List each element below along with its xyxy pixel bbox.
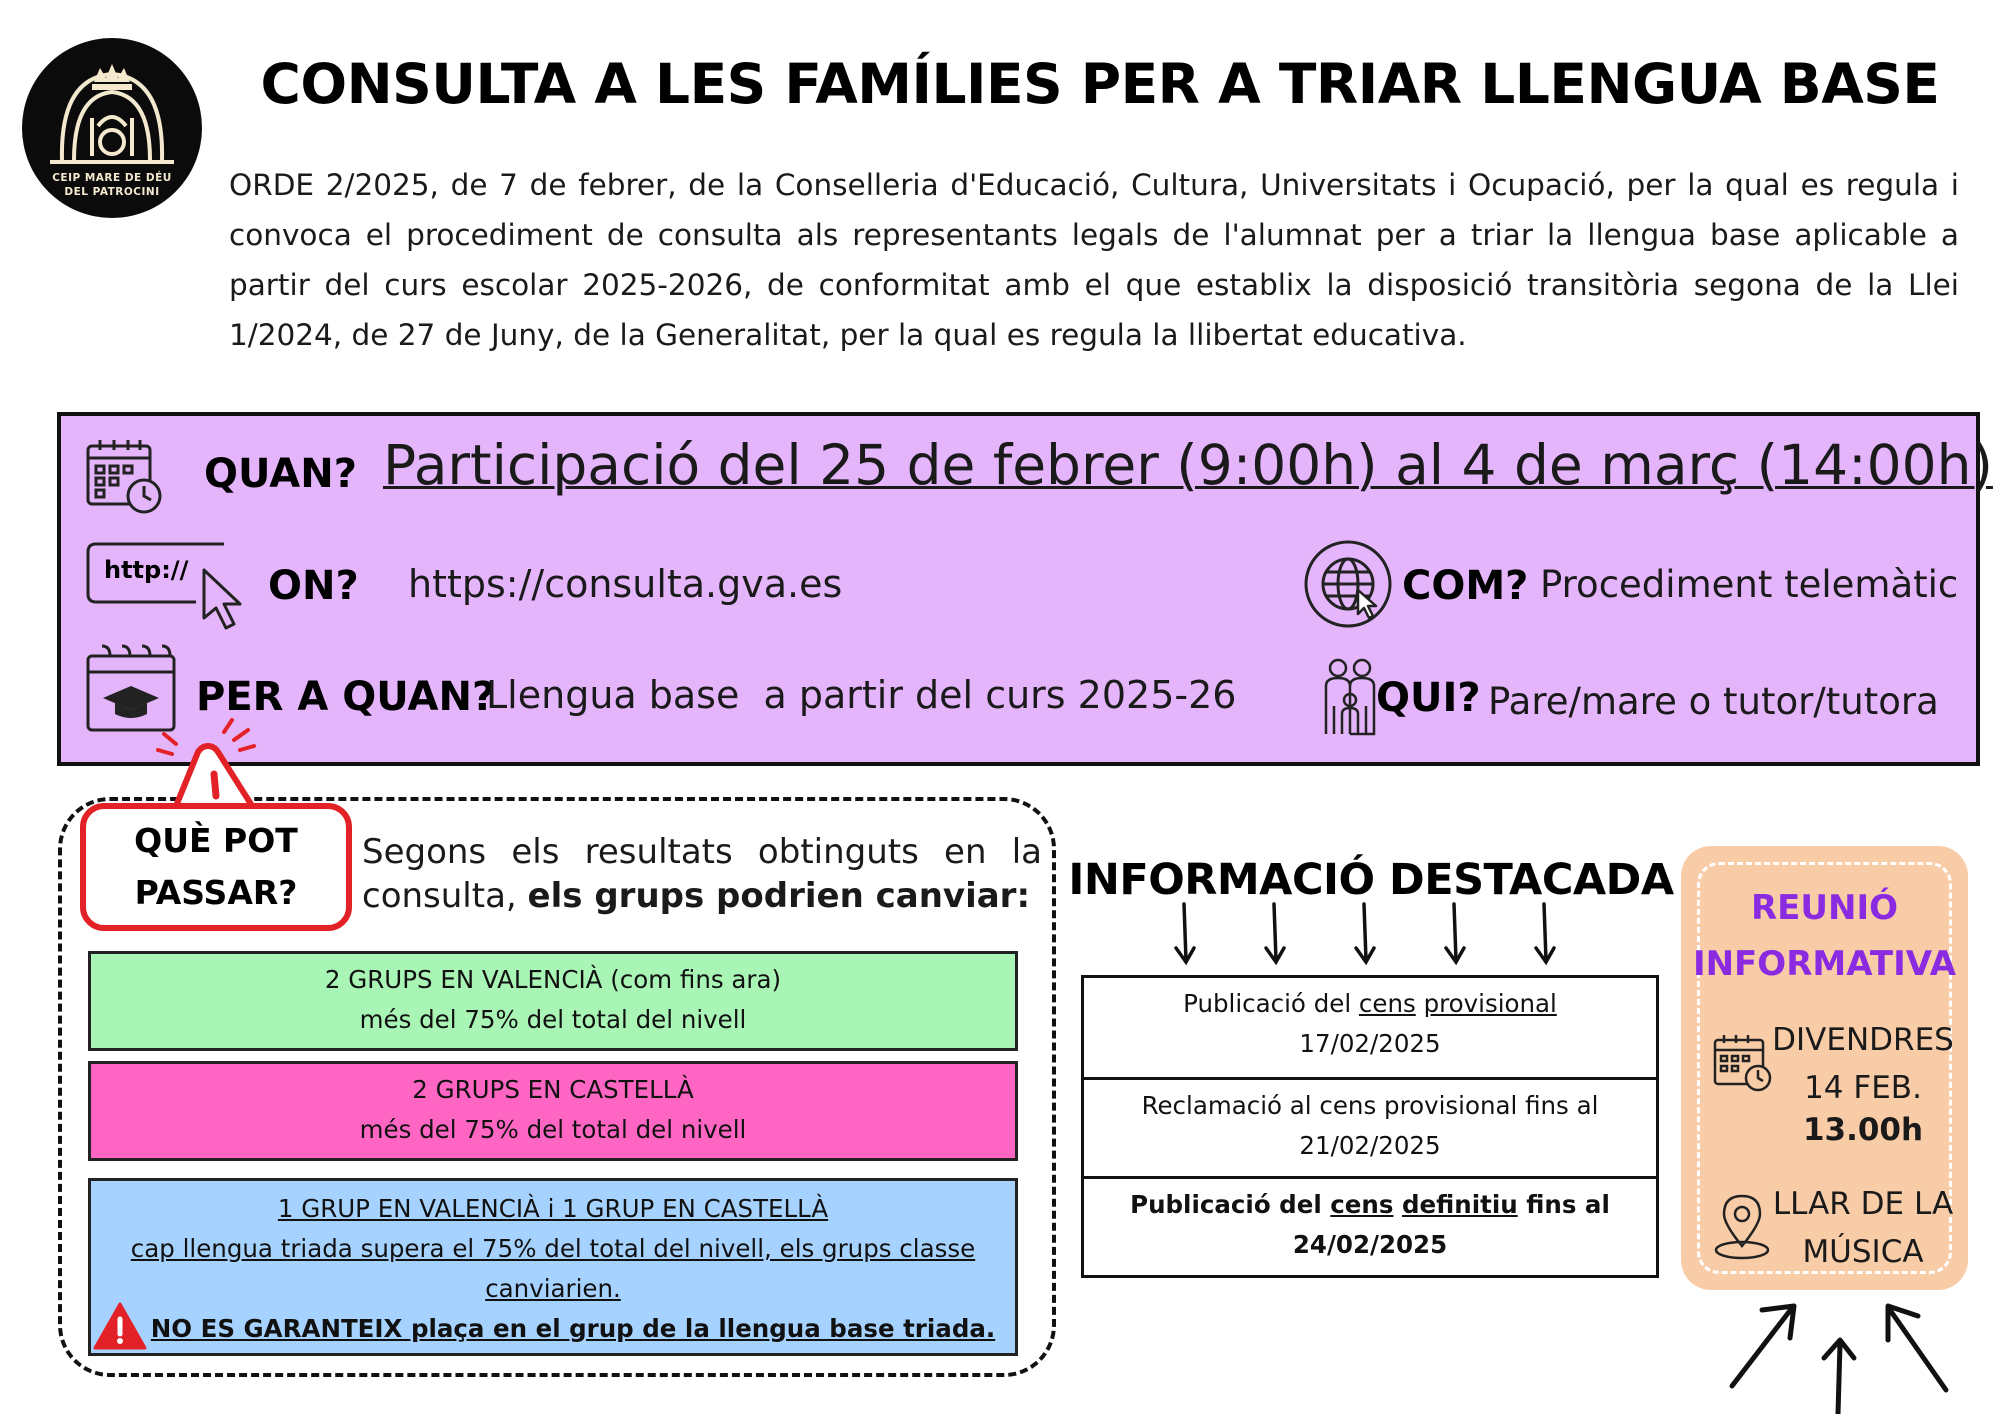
reunio-day: DIVENDRES [1772,1022,1954,1058]
logo-text: CEIP MARE DE DÉU [52,172,172,184]
reunio-date: 14 FEB. [1804,1070,1922,1106]
page-title: CONSULTA A LES FAMÍLIES PER A TRIAR LLENGUA BASE [260,52,1940,116]
warning-triangle-icon [93,1301,147,1351]
http-text: http:// [104,556,189,584]
com-label: COM? [1402,563,1529,609]
location-pin-icon [1712,1190,1772,1264]
reunio-place: LLAR DE LA [1772,1186,1954,1222]
com-value: Procediment telemàtic [1540,563,1959,606]
option-detail: cap llengua triada supera el 75% del total del nivell, els grups classe canviarien. [130,1234,976,1303]
row-text: provisional [1423,989,1557,1018]
browser-cursor-icon [84,540,256,632]
option-valencia [88,951,1018,1051]
groups-intro-bold: els grups podrien canviar: [527,876,1031,916]
arrows-up [1720,1296,1960,1414]
quan-label: QUAN? [204,451,357,497]
reunio-title [1681,880,1968,992]
row-text: definitiu [1401,1190,1518,1219]
warning-line [91,1309,1015,1349]
logo-text: DEL PATROCINI [64,186,160,198]
dates-table [1081,975,1659,1278]
row-date: 21/02/2025 [1299,1131,1441,1160]
option-mixed [88,1178,1018,1356]
quan-value: Participació del 25 de febrer (9:00h) al 4 de març (14:00h) [383,433,1993,497]
option-detail: més del 75% del total del nivell [359,1005,747,1034]
reunio-place: MÚSICA [1802,1234,1924,1270]
arrow-up-icon [1732,1306,1794,1386]
option-castella [88,1061,1018,1161]
que-pot-passar-badge [80,803,352,931]
school-logo [22,38,202,218]
row-date: 17/02/2025 [1299,1029,1441,1058]
reunio-title-line: REUNIÓ [1750,888,1899,928]
date-row-cens-provisional [1084,978,1656,1077]
row-text: Reclamació al cens provisional fins al [1141,1091,1599,1120]
date-row-cens-definitiu [1084,1176,1656,1275]
arrow-down-icon [1266,904,1284,962]
globe-cursor-icon [1302,538,1394,630]
row-text: Publicació del [1130,1190,1331,1219]
reunio-title-line: INFORMATIVA [1692,944,1957,984]
row-text: cens [1358,989,1416,1018]
option-title: 2 GRUPS EN CASTELLÀ [412,1075,694,1104]
row-text: cens [1330,1190,1394,1219]
calendar-clock-icon [84,436,166,518]
groups-intro-text: Segons els resultats obtinguts en la consulta, [362,832,1042,916]
arrow-down-icon [1356,904,1374,962]
arrows-down [1160,902,1580,968]
qui-label: QUI? [1376,675,1481,721]
warning-text: NO ES GARANTEIX plaça en el grup de la llengua base triada. [150,1314,996,1343]
groups-intro [362,830,1042,918]
arrow-up-icon [1888,1306,1946,1390]
arrow-up-icon [1824,1340,1854,1414]
arrow-down-icon [1446,904,1464,962]
option-title: 1 GRUP EN VALENCIÀ i 1 GRUP EN CASTELLÀ [277,1194,829,1223]
row-date: 24/02/2025 [1292,1230,1448,1259]
calendar-clock-icon [1712,1032,1774,1094]
on-value: https://consulta.gva.es [408,562,843,606]
row-text: fins al [1517,1190,1610,1219]
option-title: 2 GRUPS EN VALENCIÀ (com fins ara) [324,965,782,994]
reunio-time: 13.00h [1802,1112,1924,1148]
per-a-quan-label: PER A QUAN? [196,674,496,720]
row-text [1416,989,1424,1018]
arrow-down-icon [1536,904,1554,962]
per-a-quan-value: Llengua base a partir del curs 2025-26 [486,673,1237,717]
option-detail: més del 75% del total del nivell [359,1115,747,1144]
qui-value: Pare/mare o tutor/tutora [1488,680,1939,723]
family-icon [1322,656,1378,736]
destacada-title: INFORMACIÓ DESTACADA [1068,855,1674,905]
intro-paragraph: ORDE 2/2025, de 7 de febrer, de la Conselleria d'Educació, Cultura, Universitats i Ocupació, per la qual es regula i convoca el procediment de consulta als representants legals de l'alumnat per a triar la llengua base aplicable a partir del curs escolar 2025-2026, de conformitat amb el que establix la disposició transitòria segona de la Llei 1/2024, de 27 de Juny, de la Generalitat, per la qual es regula la llibertat educativa. [229,168,1959,352]
date-row-reclamacio [1084,1077,1656,1176]
on-label: ON? [268,563,359,609]
row-text [1393,1190,1402,1219]
que-pot-passar-text: QUÈ POT PASSAR? [134,821,298,912]
arrow-down-icon [1176,904,1194,962]
row-text: Publicació del [1183,989,1359,1018]
